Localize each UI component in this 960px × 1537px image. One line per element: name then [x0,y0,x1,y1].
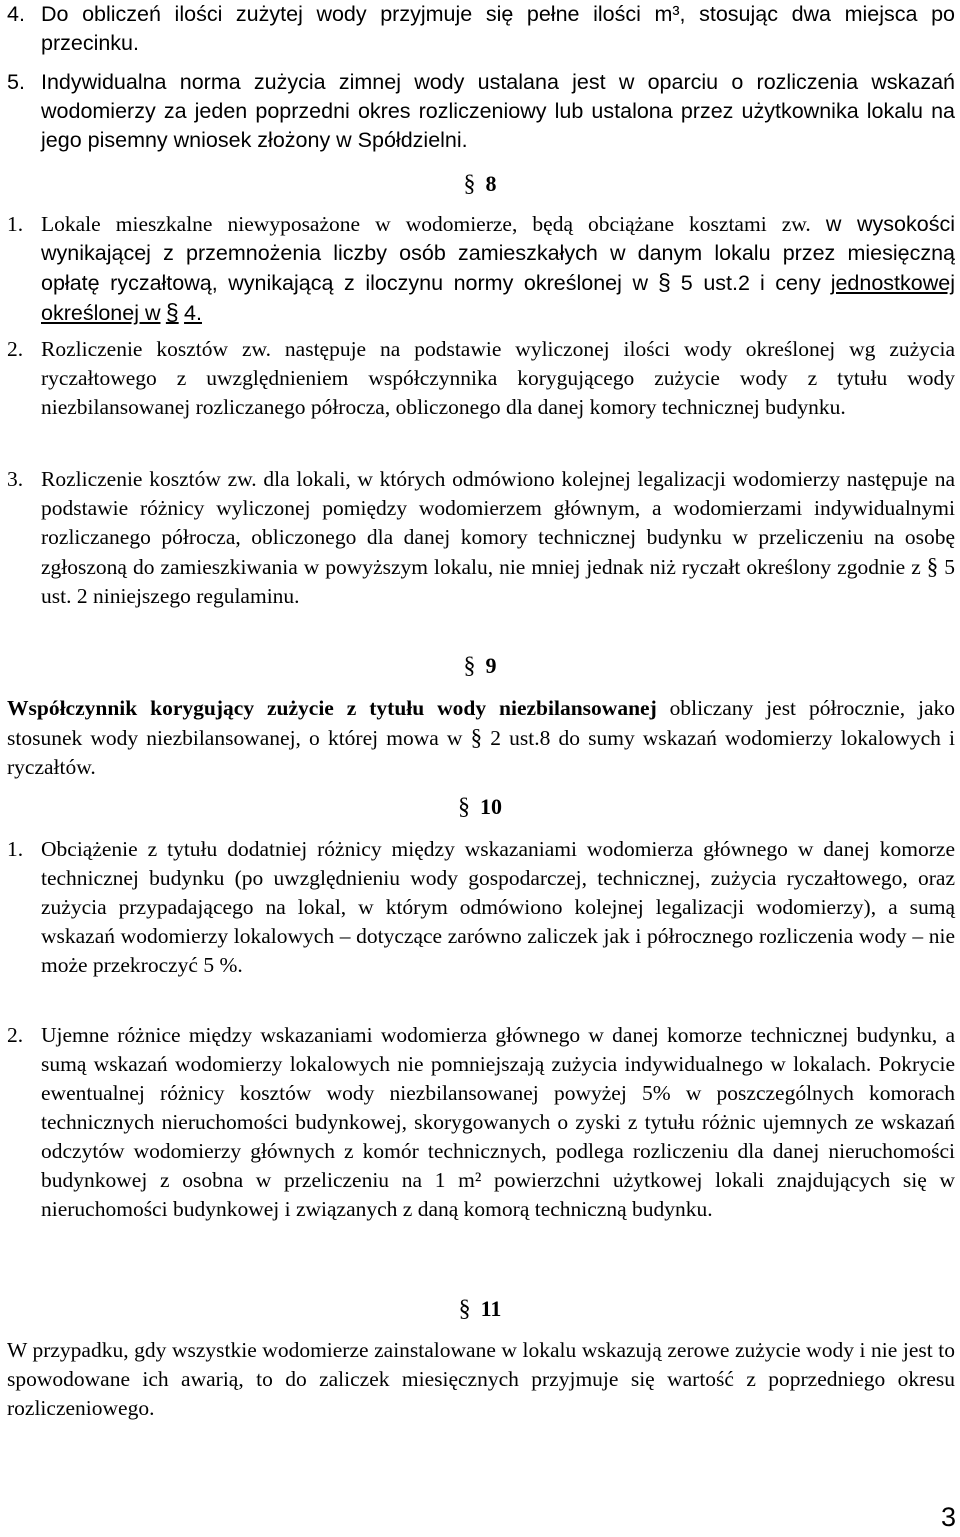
paragraph-text: i ceny [759,271,821,295]
section-8-paragraph-2 [7,335,955,422]
paragraph-text: Rozliczenie kosztów zw. dla lokali, w których odmówiono kolejnej legalizacji wodomierzy następuje na podstawie różnicy wyliczonej pomiędzy wodomierzem głównym, a wodomierzami indywidualnymi rozliczanego półrocza, obliczonego dla danej komory technicznej budynku w przeliczeniu na osobę zgłoszoną do zamieszkiwania w powyższym lokalu, nie mniej jednak niż ryczałt określony zgodnie z [41,467,955,579]
section-symbol: § [463,171,476,197]
section-symbol: § [458,794,470,820]
section-number: 10 [480,794,502,819]
paragraph-5 [7,68,955,155]
paragraph-number: 3. [7,467,24,491]
section-symbol: § [926,554,939,579]
paragraph-text: Rozliczenie kosztów zw. następuje na podstawie wyliczonej ilości wody określonej wg zużycia ryczałtowego z uwzględnieniem współczynnika korygującego zużycie wody z tytułu wody niezbilansowanej rozliczanego półrocza, obliczonego dla danej komory technicznej budynku. [41,337,955,419]
paragraph-number: 1. [7,837,24,861]
section-10-paragraph-1 [7,835,955,980]
section-reference: 5 ust.2 [680,271,750,295]
paragraph-text: Ujemne różnice między wskazaniami wodomierza głównego w danej komorze technicznej budynku, a sumą wskazań wodomierzy lokalowych nie pomniejszają zużycia indywidualnego w lokalach. Pokrycie ewentualnej różnicy kosztów wody niezbilansowanej powyżej 5% w poszczególnych komorach technicznych nieruchomości budynkowej, skorygowanych o zyski z tytułu różnic ujemnych ze wskazań odczytów wodomierzy głównych z komór technicznych, podlega rozliczeniu dla danej nieruchomości budynkowej z osobna w przeliczeniu na 1 m² powierzchni użytkowej lokali znajdujących się w nieruchomości budynkowej i związanych z daną komorą techniczną budynku. [41,1023,955,1221]
paragraph-text: w wysokości wynikającej z przemnożenia liczby osób zamieszkałych w danym lokalu przez miesięczną opłatę ryczałtową, wynikającą z iloczynu normy określonej w [41,212,955,295]
section-symbol: § [165,299,179,325]
paragraph-text: Do obliczeń ilości zużytej wody przyjmuje się pełne ilości m³, stosując dwa miejsca po przecinku. [41,2,955,55]
section-8-paragraph-1 [7,210,955,328]
section-11-paragraph [7,1336,955,1423]
page-number: 3 [940,1502,956,1532]
bold-term: Współczynnik korygujący zużycie z tytułu wody niezbilansowanej [7,696,657,720]
section-reference: 4. [184,301,202,325]
paragraph-text: 5 ust. 2 niniejszego regulaminu. [41,555,955,608]
paragraph-number: 4. [7,2,25,26]
paragraph-text: Indywidualna norma zużycia zimnej wody ustalana jest w oparciu o rozliczenia wskazań wodomierzy za jeden poprzedni okres rozliczeniowy lub ustalona przez użytkownika lokalu na jego pisemny wniosek złożony w Spółdzielni. [41,70,955,152]
paragraph-text: Obciążenie z tytułu dodatniej różnicy między wskazaniami wodomierza głównego w danej komorze technicznej budynku (po uwzględnieniu wody gospodarczej, technicznej, zużycia ryczałtowego, oraz zużycia przypadającego na lokal, w którym odmówiono kolejnej legalizacji wodomierzy), a sumą wskazań wodomierzy lokalowych – dotyczące zarówno zaliczek jak i półrocznego rozliczenia wody – nie może przekroczyć 5 %. [41,837,955,977]
section-number: 11 [480,1296,502,1321]
paragraph-number: 1. [7,212,24,236]
section-8-paragraph-3 [7,465,955,611]
section-heading-10 [0,793,960,821]
paragraph-text: obliczany jest półrocznie, jako stosunek wody niezbilansowanej, o której mowa w [7,696,956,750]
section-symbol: § [458,1296,471,1322]
section-symbol: § [470,725,483,750]
paragraph-line: Lokale mieszkalne niewyposażone w wodomierze, będą obciążane kosztami zw. [41,212,811,236]
section-10-paragraph-2 [7,1021,955,1224]
section-symbol: § [658,269,671,295]
section-number: 9 [485,653,497,678]
paragraph-number: 5. [7,70,25,94]
section-number: 8 [485,171,497,196]
paragraph-number: 2. [7,1023,24,1047]
section-heading-9 [0,652,960,680]
paragraph-number: 2. [7,337,24,361]
section-symbol: § [463,653,476,679]
paragraph-text: W przypadku, gdy wszystkie wodomierze zainstalowane w lokalu wskazują zerowe zużycie wody i nie jest to spowodowane ich awarią, to do zaliczek miesięcznych przyjmuje się wartość z poprzedniego okresu rozliczeniowego. [7,1338,955,1420]
section-heading-8 [0,170,960,198]
section-9-paragraph [7,694,955,782]
section-heading-11 [0,1295,960,1323]
paragraph-4 [7,0,955,58]
underlined-text: jednostkowej określonej w [41,271,955,325]
paragraph-text: 2 ust.8 do sumy wskazań wodomierzy lokalowych i ryczałtów. [7,726,956,779]
